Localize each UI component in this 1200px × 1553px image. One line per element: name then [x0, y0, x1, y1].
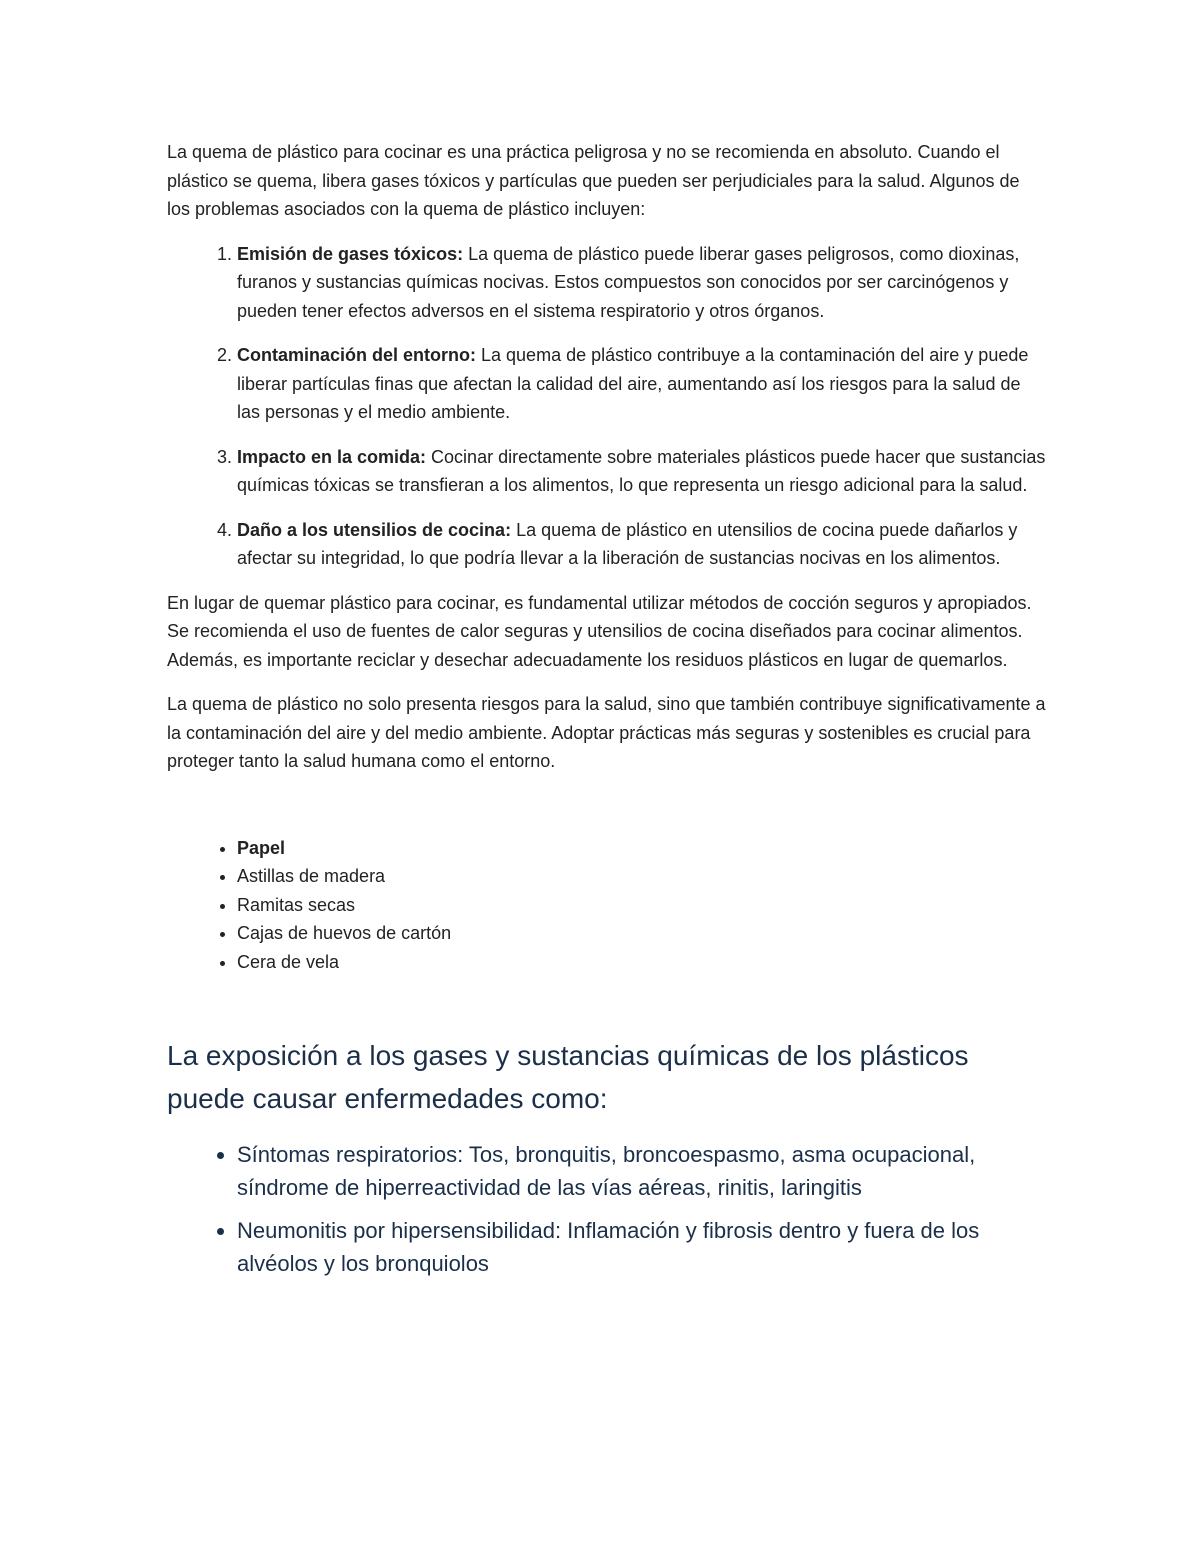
issue-title: Daño a los utensilios de cocina:: [237, 519, 512, 540]
fuel-list: [167, 834, 1047, 977]
document-page: [167, 138, 1047, 1290]
spacer: [167, 792, 1047, 834]
list-item: [237, 341, 1047, 427]
section-heading: La exposición a los gases y sustancias químicas de los plásticos puede causar enfermedades como:: [167, 1040, 969, 1114]
issue-title: Emisión de gases tóxicos:: [237, 243, 464, 264]
issue-text: La quema de plástico contribuye a la contaminación del aire y puede liberar partículas finas que afectan la calidad del aire, aumentando así los riesgos para la salud de las personas y el medio ambiente.: [237, 345, 1029, 422]
issue-text: Cocinar directamente sobre materiales plásticos puede hacer que sustancias químicas tóxicas se transfieran a los alimentos, lo que representa un riesgo adicional para la salud.: [237, 446, 1046, 495]
list-item: • Cajas de huevos de cartón: [237, 919, 1047, 948]
diseases-list: [167, 1138, 1047, 1280]
issue-title: Impacto en la comida:: [237, 446, 427, 467]
list-item: • Cera de vela: [237, 948, 1047, 977]
intro-paragraph: La quema de plástico para cocinar es una práctica peligrosa y no se recomienda en absoluto. Cuando el plástico se quema, libera gases tóxicos y partículas que pueden ser perjudiciales para la salud. Algunos de los problemas asociados con la quema de plástico incluyen:: [167, 142, 1020, 219]
alternatives-paragraph: En lugar de quemar plástico para cocinar, es fundamental utilizar métodos de cocción seguros y apropiados. Se recomienda el uso de fuentes de calor seguras y utensilios de cocina diseñados para cocinar alimentos. Además, es importante reciclar y desechar adecuadamente los residuos plásticos en lugar de quemarlos.: [167, 592, 1032, 670]
conclusion-paragraph: La quema de plástico no solo presenta riesgos para la salud, sino que también contribuye significativamente a la contaminación del aire y del medio ambiente. Adoptar prácticas más seguras y sostenibles es crucial para proteger tanto la salud humana como el entorno.: [167, 694, 1046, 771]
list-item: • Síntomas respiratorios: Tos, bronquitis, broncoespasmo, asma ocupacional, síndrome de hiperreactividad de las vías aéreas, rinitis, laringitis: [237, 1138, 1047, 1204]
issue-text: La quema de plástico puede liberar gases peligrosos, como dioxinas, furanos y sustancias químicas nocivas. Estos compuestos son conocidos por ser carcinógenos y pueden tener efectos adversos en el sistema respiratorio y otros órganos.: [237, 243, 1020, 321]
issue-title: Contaminación del entorno:: [237, 345, 477, 365]
list-item: [237, 240, 1047, 326]
list-item: [237, 516, 1047, 573]
list-item: [237, 834, 1047, 863]
issue-text: La quema de plástico en utensilios de cocina puede dañarlos y afectar su integridad, lo que podría llevar a la liberación de sustancias nocivas en los alimentos.: [237, 519, 1018, 568]
list-item: • Neumonitis por hipersensibilidad: Inflamación y fibrosis dentro y fuera de los alvéolos y los bronquiolos: [237, 1214, 1047, 1280]
list-item: [237, 443, 1047, 500]
spacer: [167, 976, 1047, 1034]
fuel-item-bold: Papel: [237, 837, 286, 858]
issues-list: [167, 240, 1047, 573]
list-item: • Astillas de madera: [237, 862, 1047, 891]
list-item: • Ramitas secas: [237, 891, 1047, 920]
